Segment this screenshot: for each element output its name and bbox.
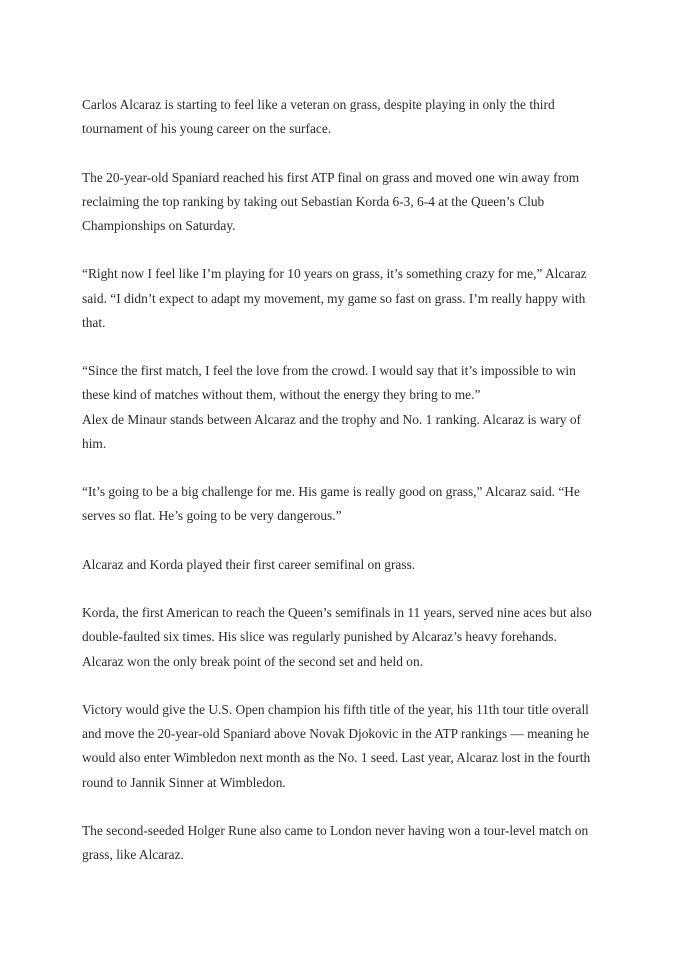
paragraph-rune: The second-seeded Holger Rune also came to London never having won a tour-level match on grass, like Alcaraz. bbox=[82, 822, 589, 863]
paragraph-quote-veteran: “Right now I feel like I’m playing for 10 years on grass, it’s something crazy for me,” Alcaraz said. “I didn’t expect to adapt my movement, my game so fast on grass. I’m really happy with that. bbox=[82, 266, 587, 330]
paragraph-victory: Victory would give the U.S. Open champion his fifth title of the year, his 11th tour title overall and move the 20-year-old Spaniard above Novak Djokovic in the ATP rankings — meaning he would also enter Wimbledon next month as the No. 1 seed. Last year, Alcaraz lost in the fourth round to Jannik Sinner at Wimbledon. bbox=[82, 701, 591, 790]
paragraph-semifinal: Alcaraz and Korda played their first career semifinal on grass. bbox=[82, 556, 416, 572]
article-body bbox=[82, 93, 597, 867]
paragraph-de-minaur: Alex de Minaur stands between Alcaraz and the trophy and No. 1 ranking. Alcaraz is wary of him. bbox=[82, 411, 582, 451]
paragraph-quote-crowd: “Since the first match, I feel the love from the crowd. I would say that it’s impossible to win these kind of matches without them, without the energy they bring to me.” bbox=[82, 363, 576, 403]
paragraph-final-reached: The 20-year-old Spaniard reached his first ATP final on grass and moved one win away from reclaiming the top ranking by taking out Sebastian Korda 6-3, 6-4 at the Queen’s Club Championships on Saturday. bbox=[82, 169, 580, 233]
paragraph-korda: Korda, the first American to reach the Queen’s semifinals in 11 years, served nine aces but also double-faulted six times. His slice was regularly punished by Alcaraz’s heavy forehands. Alcaraz won the only break point of the second set and held on. bbox=[82, 605, 592, 669]
paragraph-quote-challenge: “It’s going to be a big challenge for me. His game is really good on grass,” Alcaraz said. “He serves so flat. He’s going to be very dangerous.” bbox=[82, 484, 580, 524]
paragraph-intro: Carlos Alcaraz is starting to feel like a veteran on grass, despite playing in only the third tournament of his young career on the surface. bbox=[82, 97, 555, 137]
